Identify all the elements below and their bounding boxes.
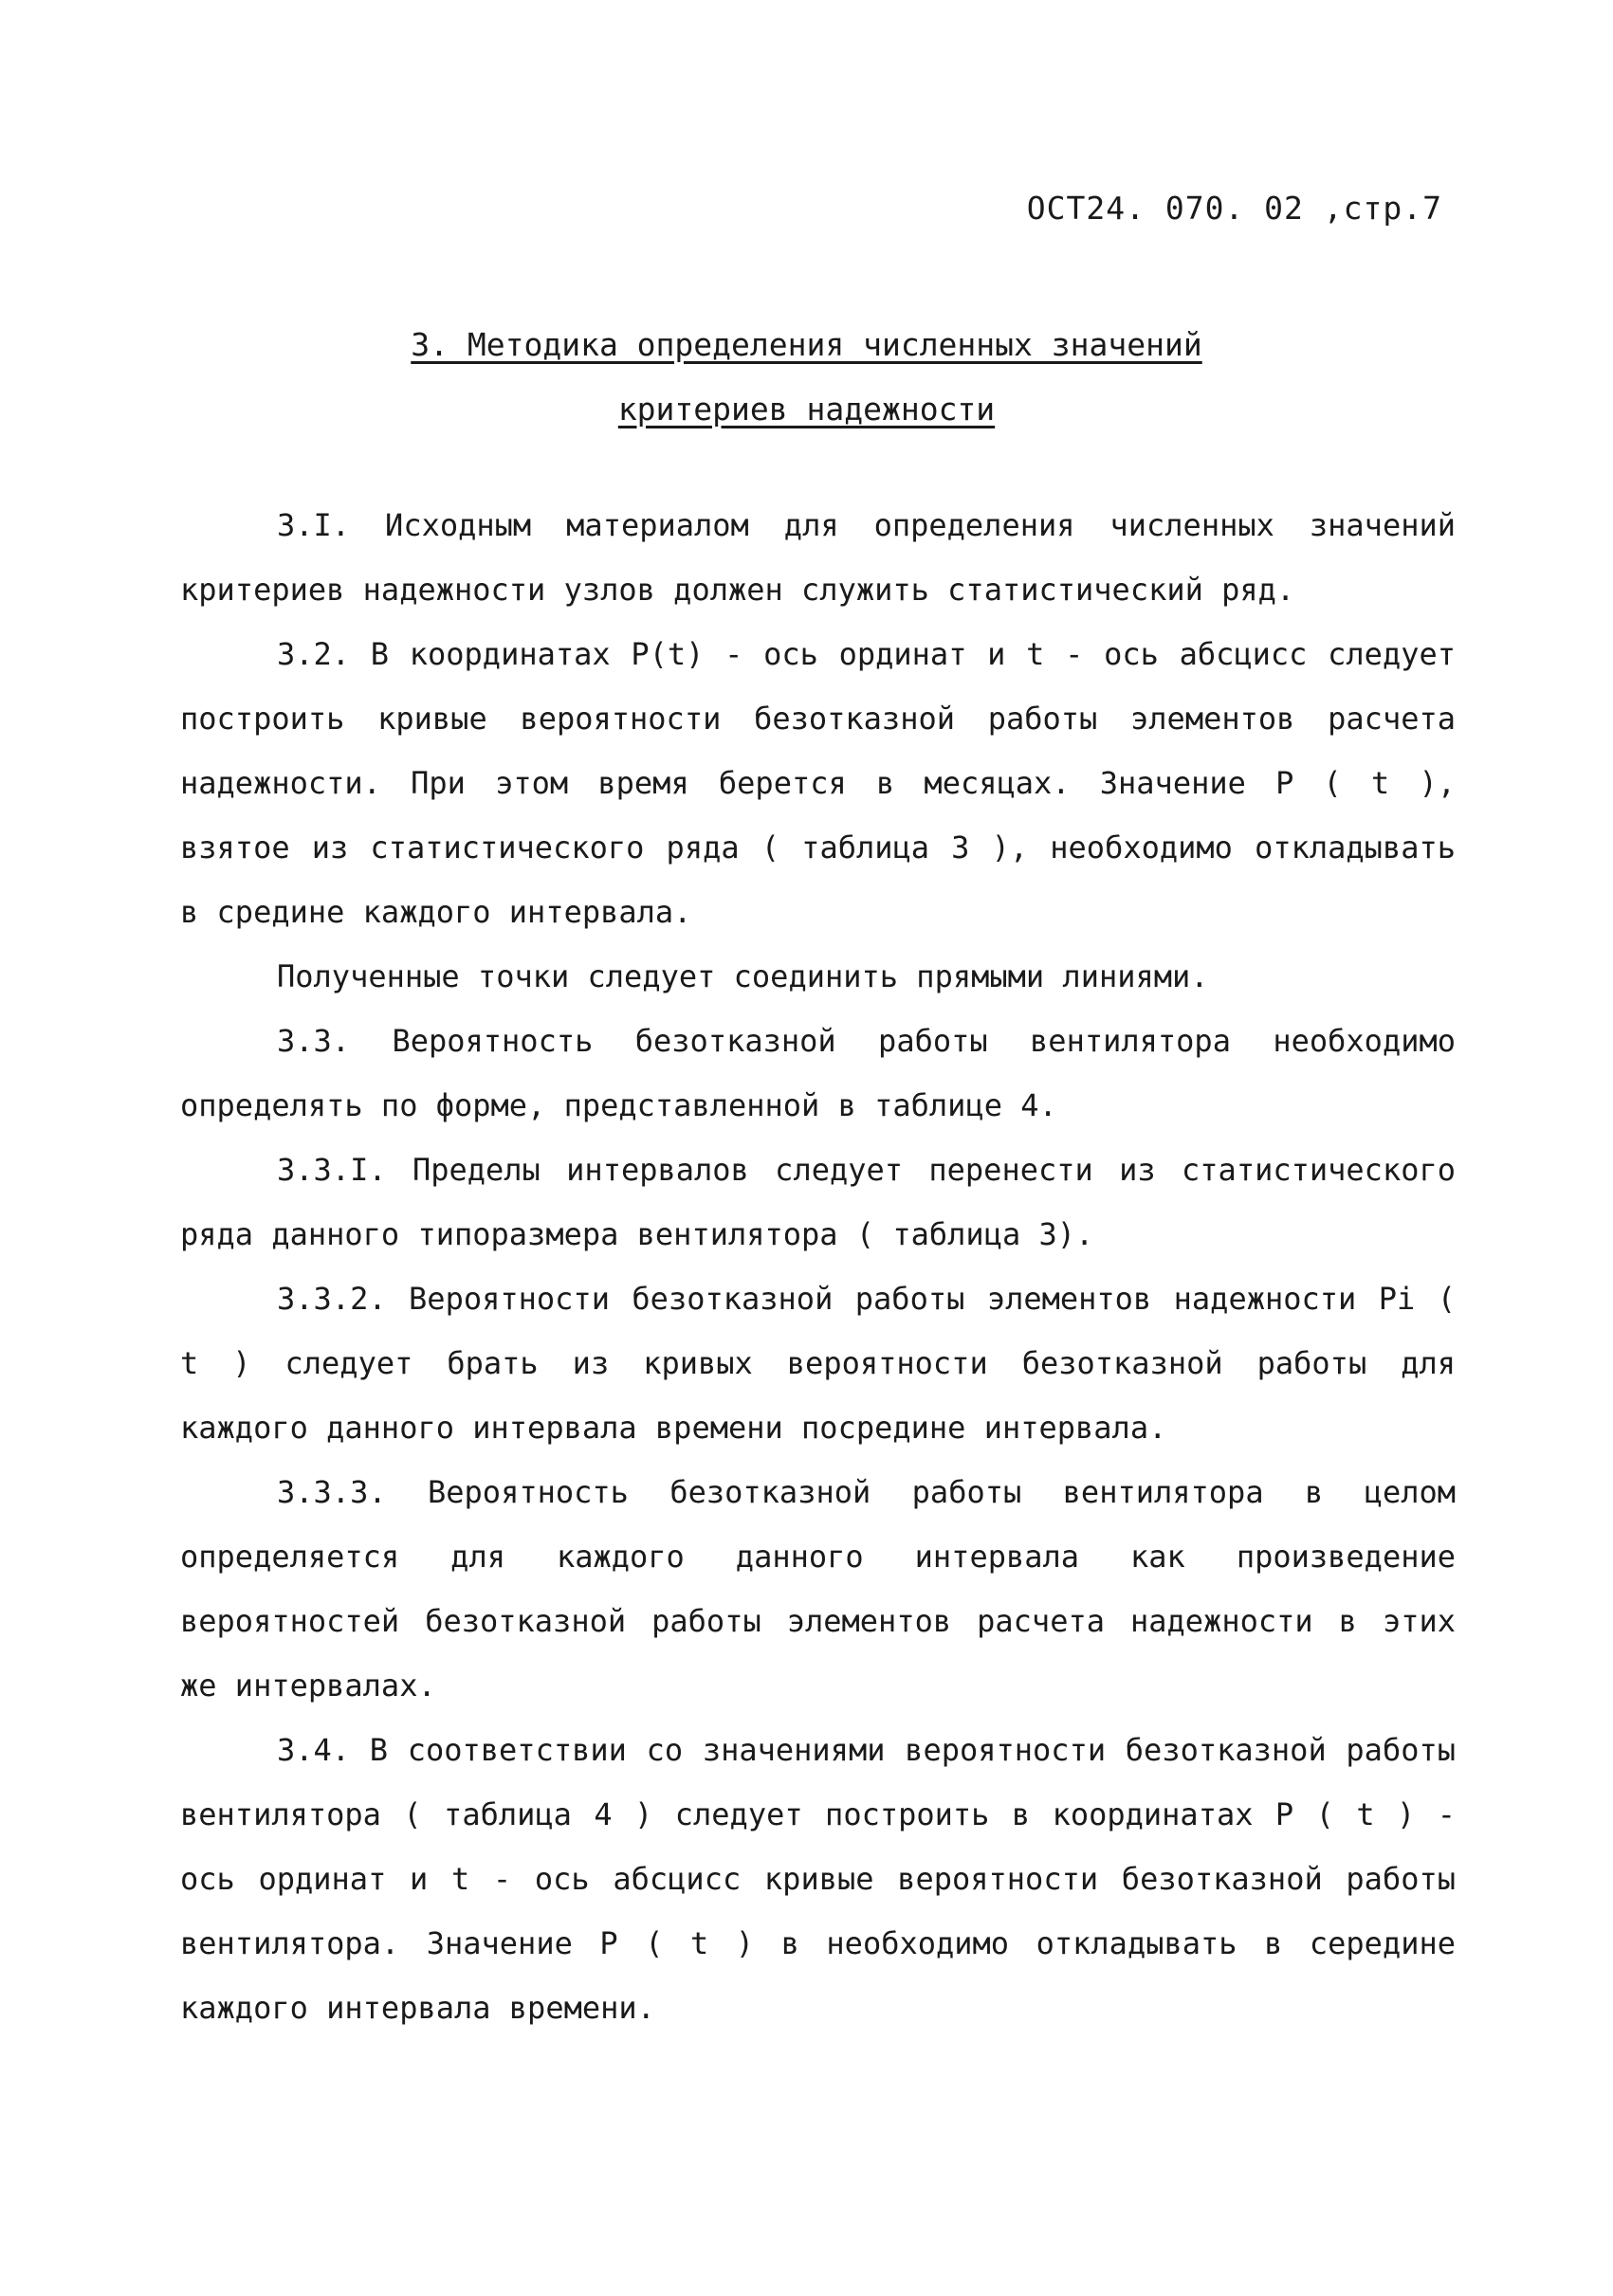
page-header-code: ОСТ24. 070. 02 ,стр.7 <box>1026 190 1442 227</box>
paragraph-3-3-3: 3.3.3. Вероятность безотказной работы вентилятора в целом определяется для каждого данного интервала как произведение вероятностей безотказной работы элементов расчета надежности в этих же интервалах. <box>180 1474 1456 1704</box>
paragraph-3-3-2: 3.3.2. Вероятности безотказной работы элементов надежности Pi ( t ) следует брать из кривых вероятности безотказной работы для каждого данного интервала времени посредине интервала. <box>180 1281 1456 1446</box>
paragraph-3-2: 3.2. В координатах P(t) - ось ординат и t - ось абсцисс следует построить кривые вероятности безотказной работы элементов расчета надежности. При этом время берется в месяцах. Значение P ( t ), взятое из статистического ряда ( таблица 3 ), необходимо откладывать в средине каждого интервала. <box>180 636 1456 930</box>
paragraph-3-3-1: 3.3.I. Пределы интервалов следует перенести из статистического ряда данного типоразмера вентилятора ( таблица 3). <box>180 1152 1456 1252</box>
paragraph-points: Полученные точки следует соединить прямыми линиями. <box>277 958 1209 994</box>
paragraph-3-4: 3.4. В соответствии со значениями вероятности безотказной работы вентилятора ( таблица 4 ) следует построить в координатах P ( t ) - ось ординат и t - ось абсцисс кривые вероятности безотказной работы вентилятора. Значение P ( t ) в необходимо откладывать в середине каждого интервала времени. <box>180 1732 1456 2026</box>
paragraph-3-1: 3.I. Исходным материалом для определения численных значений критериев надежности узлов должен служить статистический ряд. <box>180 507 1456 608</box>
section-title <box>0 313 1613 442</box>
paragraph-3-3: 3.3. Вероятность безотказной работы вентилятора необходимо определять по форме, представленной в таблице 4. <box>180 1023 1456 1123</box>
section-title-line1: 3. Методика определения численных значений <box>411 326 1202 363</box>
body-text <box>180 493 1456 2040</box>
section-title-line2: критериев надежности <box>617 391 996 428</box>
